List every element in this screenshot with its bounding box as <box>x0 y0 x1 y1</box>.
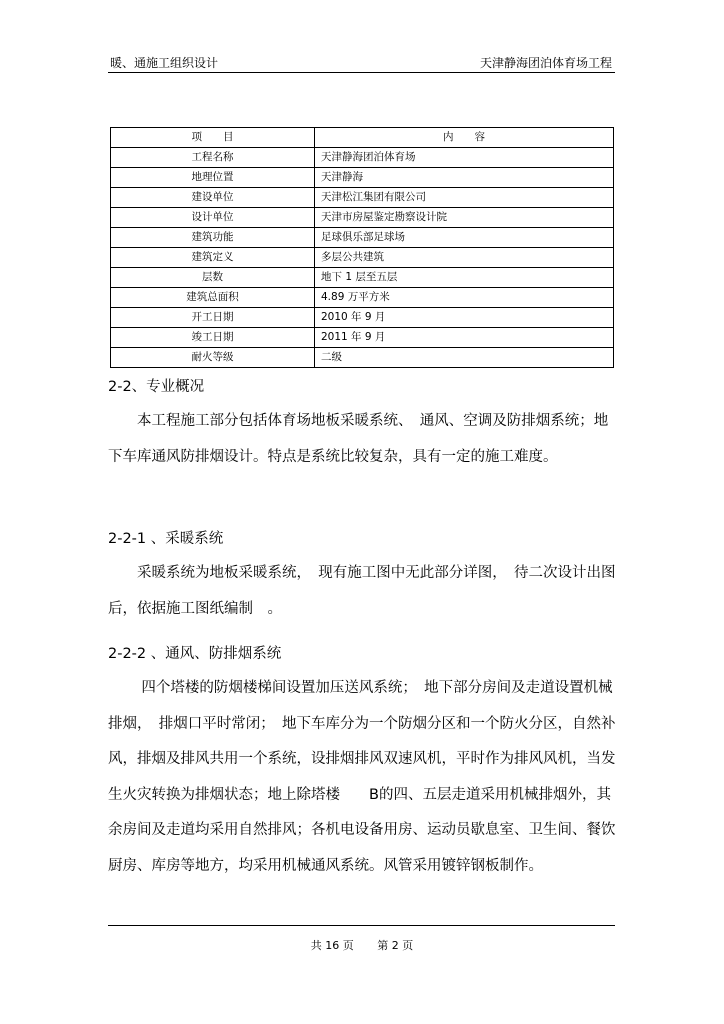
table-row <box>111 208 614 228</box>
table-cell-label: 建筑总面积 <box>111 288 315 308</box>
table-cell-value: 2011 年 9 月 <box>315 328 614 348</box>
table-row <box>111 168 614 188</box>
table-cell-value: 天津静海 <box>315 168 614 188</box>
table-row <box>111 328 614 348</box>
table-header-item: 项 目 <box>111 128 315 148</box>
table-cell-value: 天津静海团泊体育场 <box>315 148 614 168</box>
section-title-2-2-2: 2-2-2 、通风、防排烟系统 <box>108 646 282 662</box>
table-cell-value: 天津市房屋鉴定勘察设计院 <box>315 208 614 228</box>
table-cell-label: 设计单位 <box>111 208 315 228</box>
page-header-right: 天津静海团泊体育场工程 <box>479 56 612 70</box>
section-title-2-2: 2-2、专业概况 <box>108 379 205 395</box>
table-cell-value: 2010 年 9 月 <box>315 308 614 328</box>
table-row <box>111 248 614 268</box>
table-header-row <box>111 128 614 148</box>
table-cell-value: 二级 <box>315 348 614 368</box>
section-title-2-2-1: 2-2-1 、采暖系统 <box>108 531 224 547</box>
header-divider <box>108 72 615 73</box>
table-row <box>111 268 614 288</box>
table-row <box>111 288 614 308</box>
table-cell-value: 足球俱乐部足球场 <box>315 228 614 248</box>
page-header-left: 暖、通施工组织设计 <box>110 56 219 70</box>
section-body-2-2-1: 采暖系统为地板采暖系统， 现有施工图中无此部分详图， 待二次设计出图后，依据施工图纸编制 。 <box>108 565 616 617</box>
table-row <box>111 348 614 368</box>
table-cell-label: 建设单位 <box>111 188 315 208</box>
page-footer <box>0 937 724 953</box>
table-cell-label: 耐火等级 <box>111 348 315 368</box>
table-cell-value: 4.89 万平方米 <box>315 288 614 308</box>
table-cell-label: 工程名称 <box>111 148 315 168</box>
section-body-2-2: 本工程施工部分包括体育场地板采暖系统、 通风、空调及防排烟系统；地下车库通风防排烟设计。特点是系统比较复杂，具有一定的施工难度。 <box>108 413 609 465</box>
table-row <box>111 188 614 208</box>
table-header-content: 内 容 <box>315 128 614 148</box>
footer-divider <box>108 925 615 926</box>
total-pages: 共 16 页 <box>310 939 354 952</box>
table-cell-value: 多层公共建筑 <box>315 248 614 268</box>
project-info-table <box>110 127 614 368</box>
table-cell-label: 开工日期 <box>111 308 315 328</box>
table-row <box>111 148 614 168</box>
table-cell-label: 地理位置 <box>111 168 315 188</box>
table-cell-label: 建筑功能 <box>111 228 315 248</box>
table-row <box>111 308 614 328</box>
current-page: 第 2 页 <box>377 939 414 952</box>
table-cell-label: 层数 <box>111 268 315 288</box>
table-cell-label: 建筑定义 <box>111 248 315 268</box>
table-cell-label: 竣工日期 <box>111 328 315 348</box>
table-row <box>111 228 614 248</box>
table-cell-value: 天津松江集团有限公司 <box>315 188 614 208</box>
section-body-2-2-2: 四个塔楼的防烟楼梯间设置加压送风系统； 地下部分房间及走道设置机械排烟， 排烟口平时常闭； 地下车库分为一个防烟分区和一个防火分区，自然补风，排烟及排风共用一个系统，设排烟排风双速风机，平时作为排风风机，当发生火灾转换为排烟状态；地上除塔楼 B的四、五层走道采用机械排烟外，其余房间及走道均采用自然排风；各机电设备用房、运动员歇息室、卫生间、餐饮厨房、库房等地方，均采用机械通风系统。风管采用镀锌钢板制作。 <box>108 680 616 874</box>
table-cell-value: 地下 1 层至五层 <box>315 268 614 288</box>
